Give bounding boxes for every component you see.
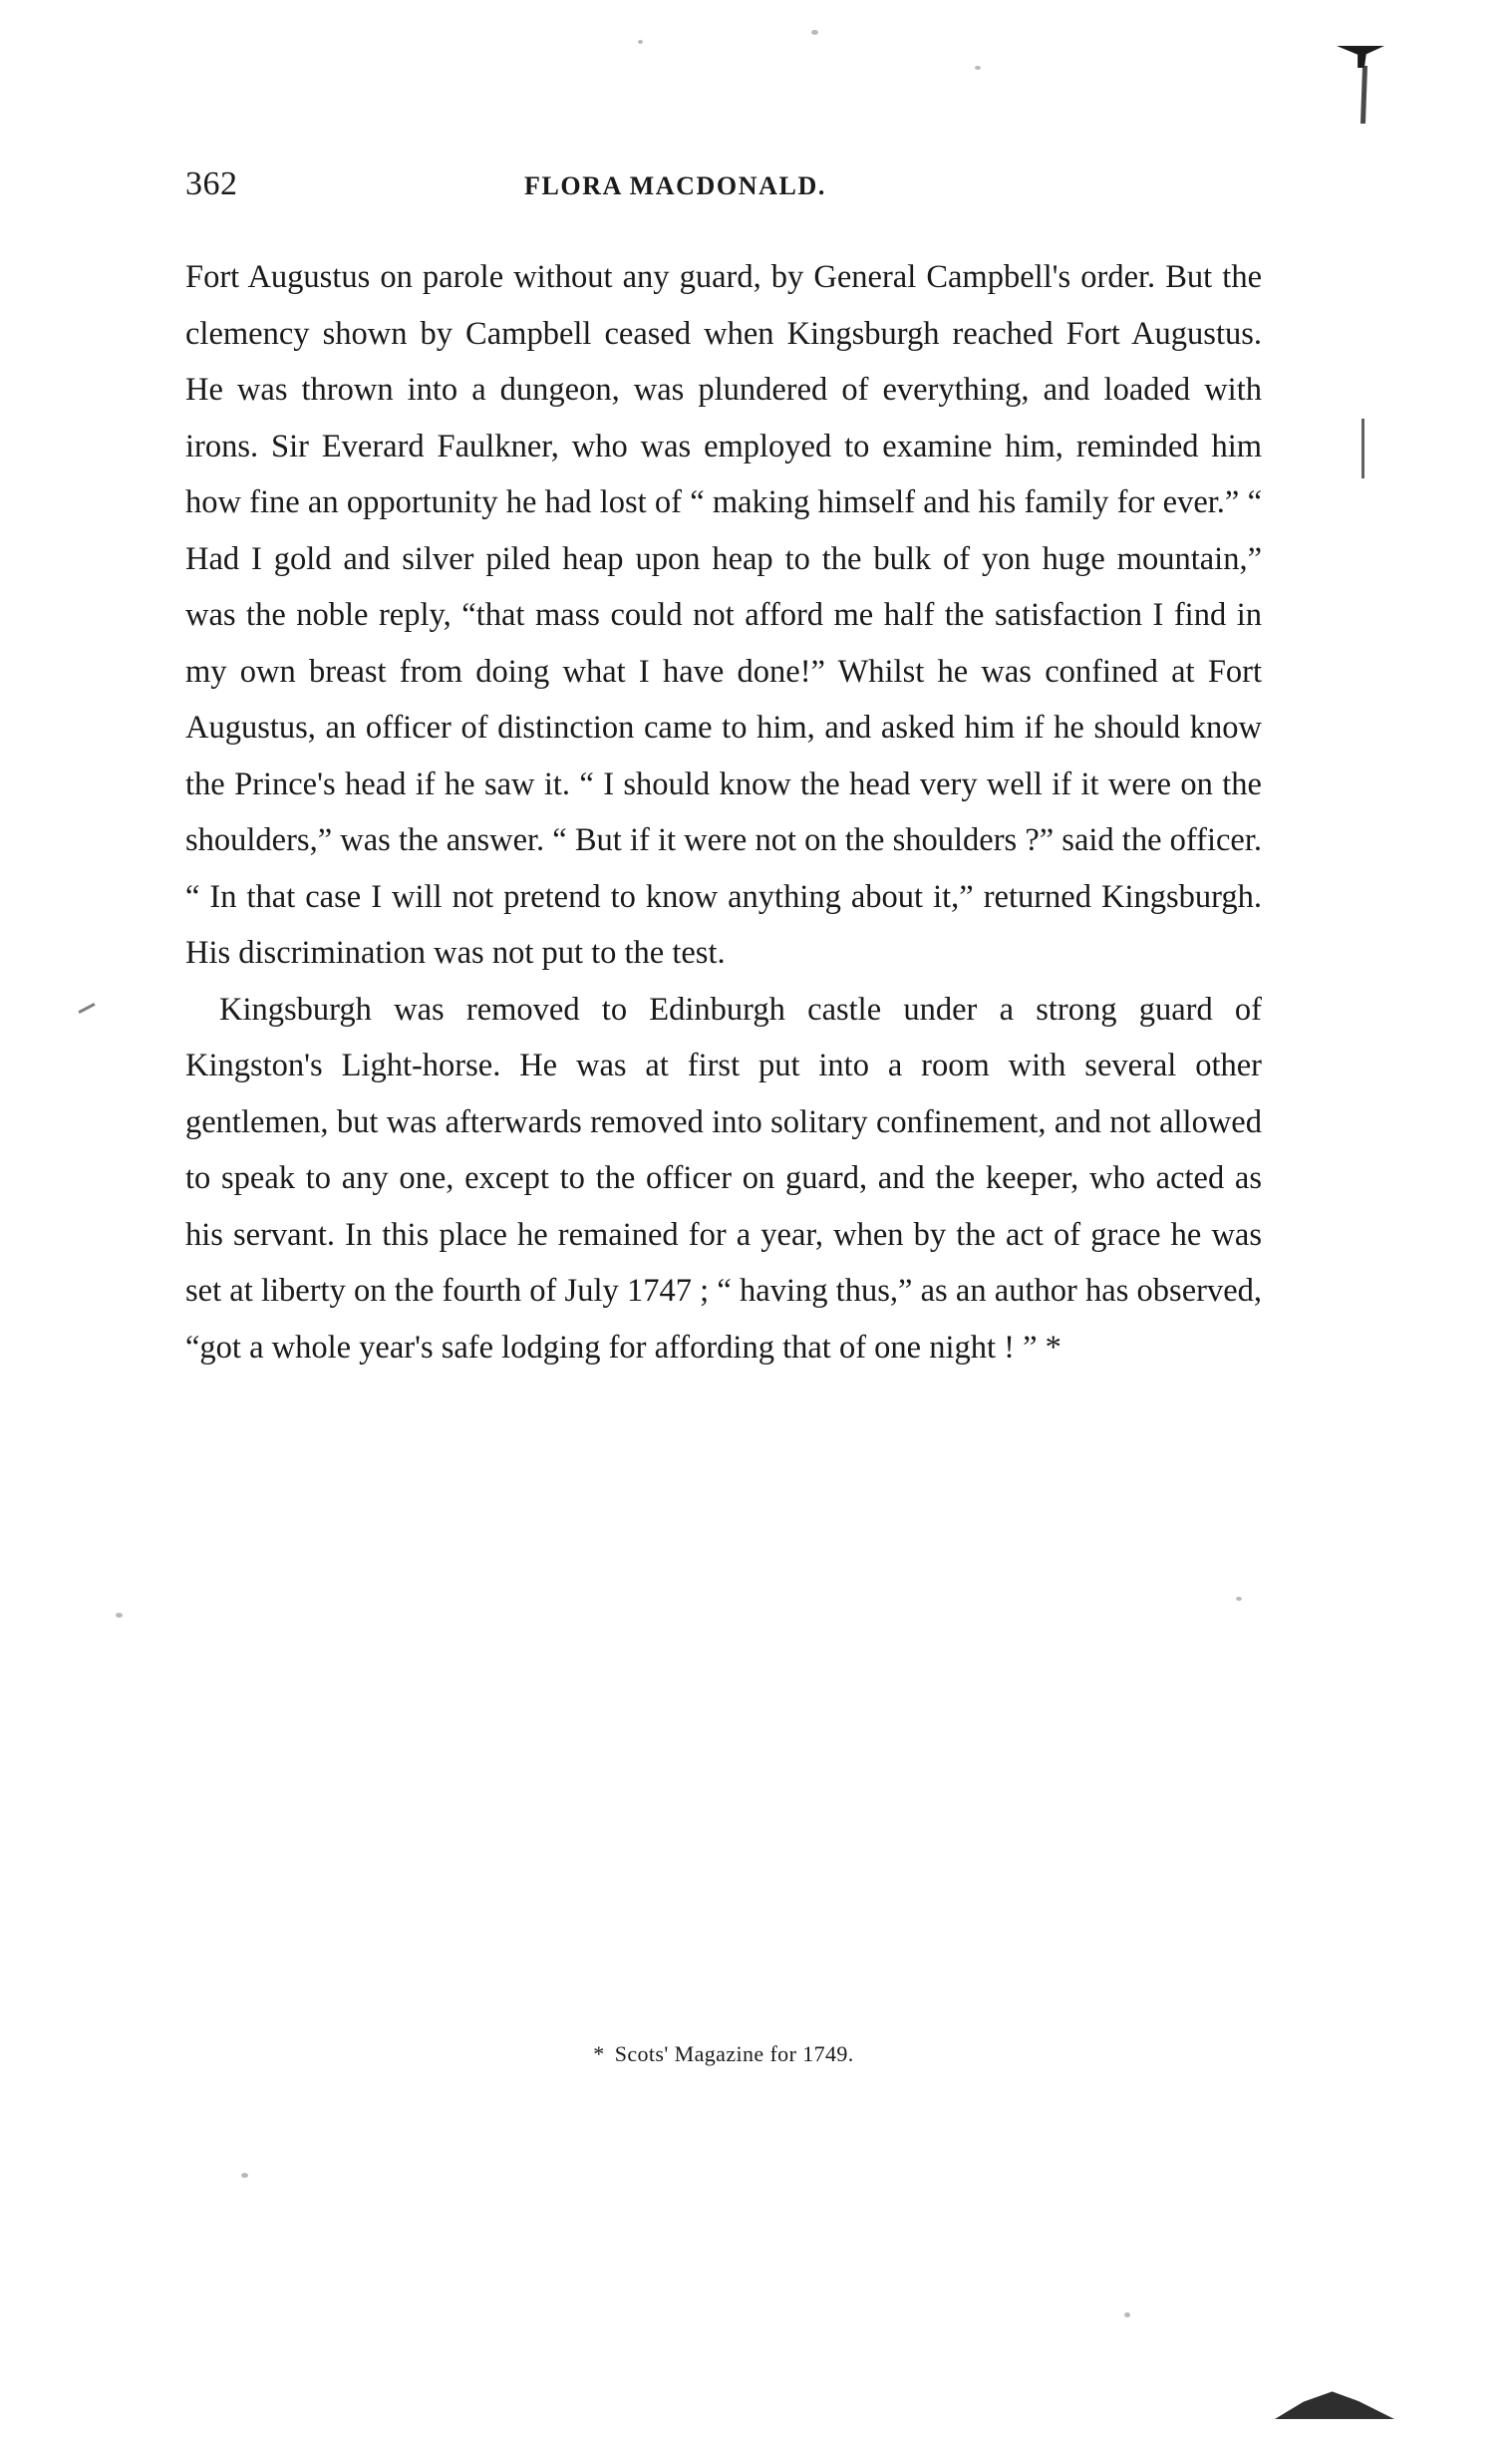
left-margin-mark-icon	[78, 1003, 95, 1014]
ink-streak-icon	[1361, 66, 1367, 124]
speck	[1236, 1597, 1242, 1601]
speck	[241, 2173, 248, 2178]
footnote	[185, 2041, 1262, 2067]
running-title: FLORA MACDONALD.	[524, 171, 826, 200]
speck	[975, 66, 981, 70]
footnote-text: Scots' Magazine for 1749.	[614, 2041, 854, 2066]
page-body	[185, 249, 1262, 1375]
paragraph: Kingsburgh was removed to Edinburgh castle under a strong guard of Kingston's Light-horse. He was at first put into a room with several other gentlemen, but was afterwards removed into solitary confinement, and not allowed to speak to any one, except to the officer on guard, and the keeper, who acted as his servant. In this place he remained for a year, when by the act of grace he was set at liberty on the fourth of July 1747 ; “ having thus,” as an author has observed, “got a whole year's safe lodging for affording that of one night ! ” *	[185, 991, 1262, 1366]
ink-blot-bottom-icon	[1275, 2389, 1394, 2419]
footnote-marker: *	[593, 2041, 605, 2066]
speck	[116, 1613, 123, 1618]
margin-mark-icon	[1361, 419, 1364, 478]
speck	[638, 40, 643, 44]
paragraph: Fort Augustus on parole without any guard, by General Campbell's order. But the clemency shown by Campbell ceased when Kingsburgh reached Fort Augustus. He was thrown into a dungeon, was plundered of everything, and loaded with irons. Sir Everard Faulkner, who was employed to examine him, reminded him how fine an opportunity he had lost of “ making himself and his family for ever.” “ Had I gold and silver piled heap upon heap to the bulk of yon huge mountain,” was the noble reply, “that mass could not afford me half the satisfaction I find in my own breast from doing what I have done!” Whilst he was confined at Fort Augustus, an officer of distinction came to him, and asked him if he should know the Prince's head if he saw it. “ I should know the head very well if it were on the shoulders,” was the answer. “ But if it were not on the shoulders ?” said the officer. “ In that case I will not pretend to know anything about it,” returned Kingsburgh. His discrimination was not put to the test.	[185, 259, 1262, 971]
page-header	[185, 165, 1282, 205]
speck	[1124, 2312, 1130, 2317]
ink-blot-top-icon	[1337, 46, 1384, 68]
page-number: 362	[185, 165, 238, 202]
speck	[811, 30, 818, 35]
